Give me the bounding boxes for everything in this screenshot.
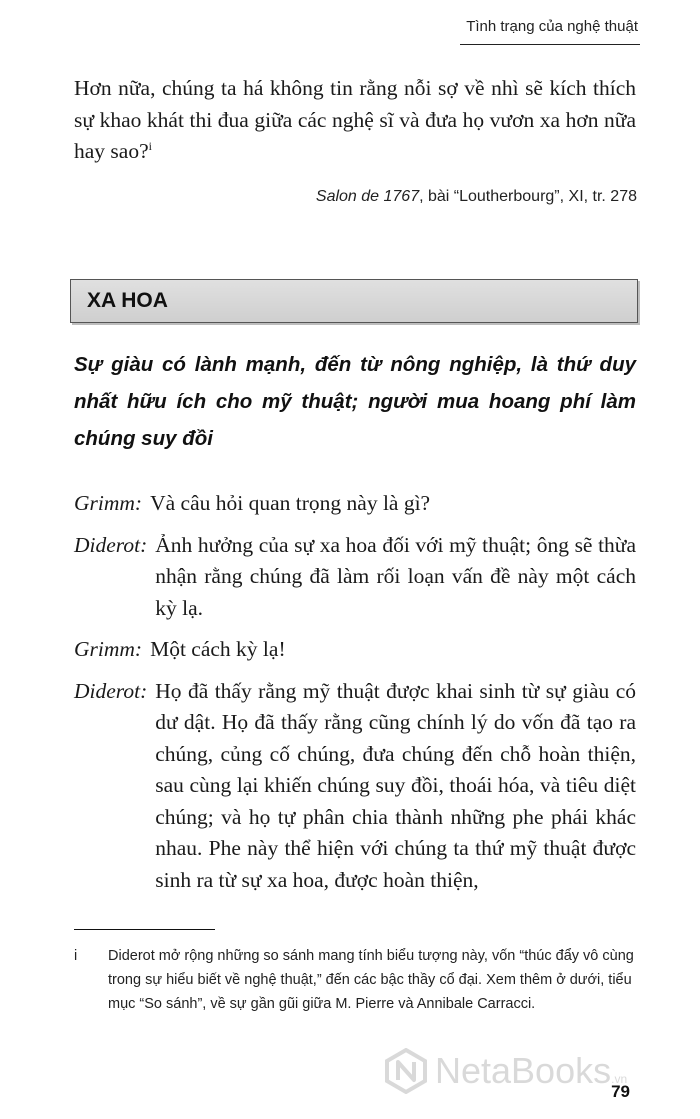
speech-text: Một cách kỳ lạ! <box>150 637 286 661</box>
speaker-label: Grimm: <box>74 637 143 661</box>
citation <box>316 188 637 206</box>
section-heading-box <box>70 279 638 323</box>
running-title: Tình trạng của nghệ thuật <box>466 18 638 35</box>
footnote-marker: i <box>74 948 78 964</box>
dialogue-entry <box>74 634 636 666</box>
netabooks-logo-icon <box>383 1048 429 1094</box>
speech-text: Ảnh hưởng của sự xa hoa đối với mỹ thuật; ông sẽ thừa nhận rằng chúng đã làm rối loạn vấn đề này một cách kỳ lạ. <box>155 532 636 620</box>
watermark-brand: NetaBooks.vn <box>435 1050 628 1091</box>
speaker-label: Diderot: <box>74 532 148 557</box>
citation-rest: , bài “Loutherbourg”, XI, tr. 278 <box>419 188 637 205</box>
footnote-text: Diderot mở rộng những so sánh mang tính biểu tượng này, vốn “thúc đẩy vô cùng trong sự hiểu biết về nghệ thuật,” đến các bậc thầy cổ đại. Xem thêm ở dưới, tiểu mục “So sánh”, về sự gần gũi giữa M. Pierre và Annibale Carracci. <box>108 948 634 1012</box>
dialogue-entry <box>74 530 636 625</box>
speaker-label: Diderot: <box>74 678 148 703</box>
footnote-reference[interactable]: i <box>148 138 152 153</box>
section-heading: XA HOA <box>87 289 168 312</box>
citation-work: Salon de 1767 <box>315 188 420 205</box>
speech-text: Họ đã thấy rằng mỹ thuật được khai sinh từ sự giàu có dư dật. Họ đã thấy rằng cũng chính lý do vốn đã tạo ra chúng, củng cố chúng, đưa chúng đến chỗ hoàn thiện, sau cùng lại khiến chúng suy đồi, thoái hóa, và tiêu diệt chúng; và họ tự phân chia thành những phe phái khác nhau. Phe này thể hiện với chúng ta thứ mỹ thuật được sinh ra từ sự xa hoa, được hoàn thiện, <box>155 678 636 892</box>
intro-paragraph <box>74 73 636 168</box>
dialogue-entry <box>74 488 636 520</box>
intro-text: Hơn nữa, chúng ta há không tin rằng nỗi sợ về nhì sẽ kích thích sự khao khát thi đua giữa các nghệ sĩ và đưa họ vươn xa hơn nữa hay sao? <box>74 76 636 163</box>
header-rule <box>460 44 640 45</box>
footnote <box>74 944 640 1016</box>
dialogue <box>74 488 636 906</box>
section-subtitle: Sự giàu có lành mạnh, đến từ nông nghiệp, là thứ duy nhất hữu ích cho mỹ thuật; người mua hoang phí làm chúng suy đồi <box>74 353 636 450</box>
watermark <box>383 1048 627 1094</box>
speech-text: Và câu hỏi quan trọng này là gì? <box>150 491 431 515</box>
footnote-rule <box>74 929 215 930</box>
page-number: 79 <box>611 1082 630 1101</box>
speaker-label: Grimm: <box>74 491 143 515</box>
dialogue-entry <box>74 676 636 897</box>
